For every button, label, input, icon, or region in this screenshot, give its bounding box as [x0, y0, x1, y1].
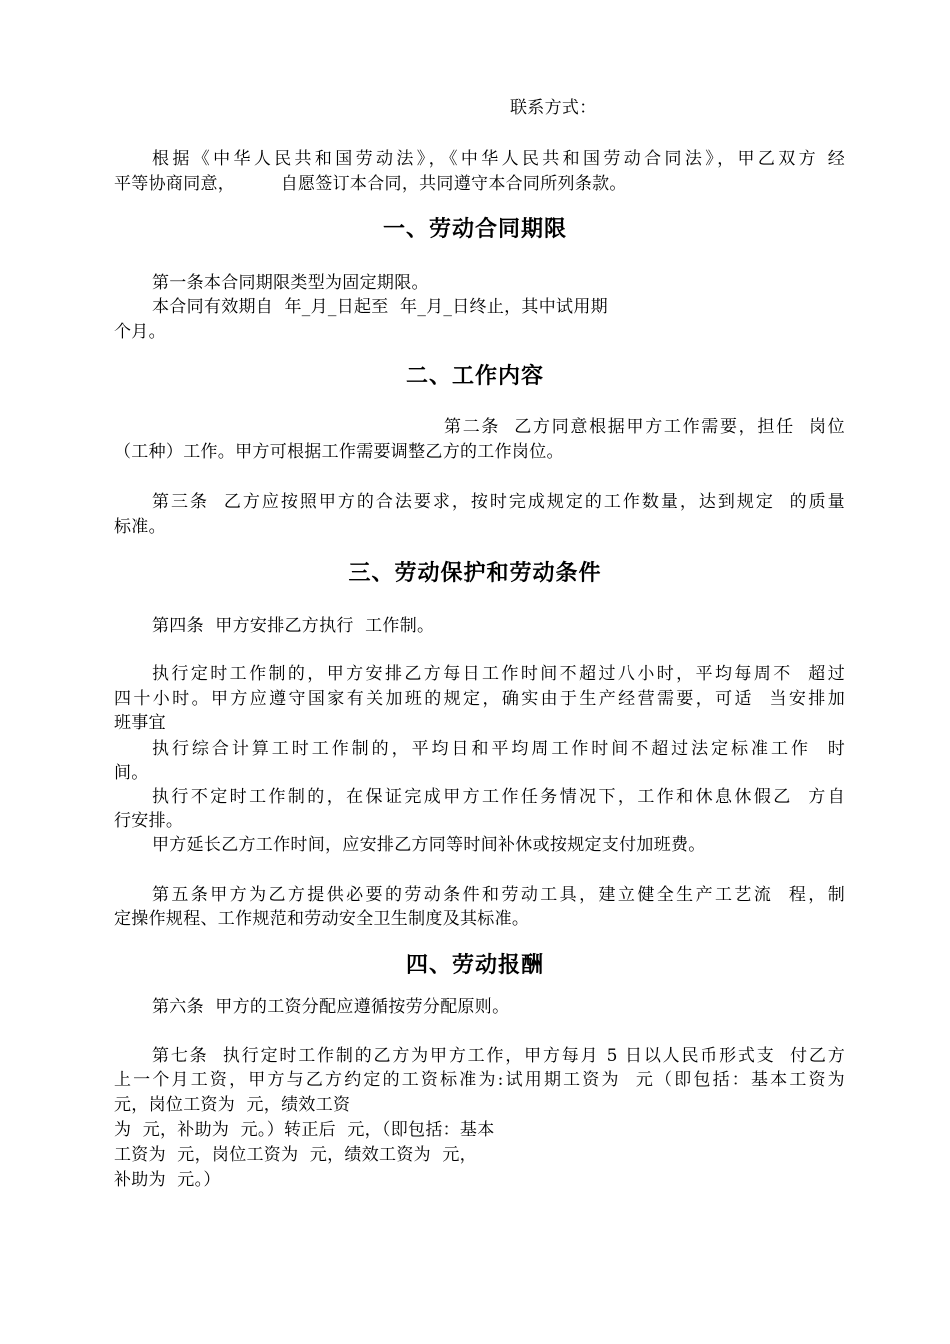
body-line: 第六条 甲方的工资分配应遵循按劳分配原则。: [152, 997, 510, 1017]
body-line: 执行定时工作制的，甲方安排乙方每日工作时间不超过八小时，平均每周不 超过: [152, 664, 845, 684]
body-line: 第五条甲方为乙方提供必要的劳动条件和劳动工具，建立健全生产工艺流 程，制: [152, 885, 845, 905]
body-line: 行安排。: [114, 811, 184, 831]
intro-line: 根据《中华人民共和国劳动法》，《中华人民共和国劳动合同法》，甲乙双方 经: [152, 149, 845, 169]
contact-label: 联系方式：: [510, 98, 597, 118]
body-line: 补助为 元。）: [114, 1170, 221, 1190]
body-line: 间。: [114, 763, 149, 783]
body-line: 第二条 乙方同意根据甲方工作需要，担任 岗位: [444, 417, 845, 437]
body-line: 本合同有效期自 年_月_日起至 年_月_日终止，其中试用期: [152, 297, 608, 317]
body-line: 标准。: [114, 517, 166, 537]
intro-line: 平等协商同意， 自愿签订本合同，共同遵守本合同所列条款。: [114, 174, 627, 194]
section-heading: 一、劳动合同期限: [382, 217, 567, 242]
body-line: 执行不定时工作制的，在保证完成甲方工作任务情况下，工作和休息休假乙 方自: [152, 787, 845, 807]
section-heading: 四、劳动报酬: [405, 953, 544, 978]
body-line: 上一个月工资，甲方与乙方约定的工资标准为:试用期工资为 元（即包括：基本工资为: [114, 1070, 845, 1090]
body-line: 个月。: [114, 322, 166, 342]
body-line: 班事宜: [114, 713, 166, 733]
body-line: 工资为 元，岗位工资为 元，绩效工资为 元，: [114, 1145, 477, 1165]
body-line: 为 元，补助为 元。）转正后 元，（即包括：基本: [114, 1120, 495, 1140]
body-line: 元，岗位工资为 元，绩效工资: [114, 1095, 351, 1115]
body-line: 执行综合计算工时工作制的，平均日和平均周工作时间不超过法定标准工作 时: [152, 739, 845, 759]
body-line: （工种）工作。甲方可根据工作需要调整乙方的工作岗位。: [114, 442, 564, 462]
section-heading: 三、劳动保护和劳动条件: [348, 561, 602, 586]
body-line: 四十小时。甲方应遵守国家有关加班的规定，确实由于生产经营需要，可适 当安排加: [114, 689, 845, 709]
body-line: 定操作规程、工作规范和劳动安全卫生制度及其标准。: [114, 909, 530, 929]
body-line: 甲方延长乙方工作时间，应安排乙方同等时间补休或按规定支付加班费。: [152, 835, 706, 855]
body-line: 第四条 甲方安排乙方执行 工作制。: [152, 616, 435, 636]
section-heading: 二、工作内容: [405, 364, 544, 389]
body-line: 第一条本合同期限类型为固定期限。: [152, 273, 429, 293]
body-line: 第七条 执行定时工作制的乙方为甲方工作，甲方每月 5 日以人民币形式支 付乙方: [152, 1046, 845, 1066]
body-line: 第三条 乙方应按照甲方的合法要求，按时完成规定的工作数量，达到规定 的质量: [152, 492, 845, 512]
